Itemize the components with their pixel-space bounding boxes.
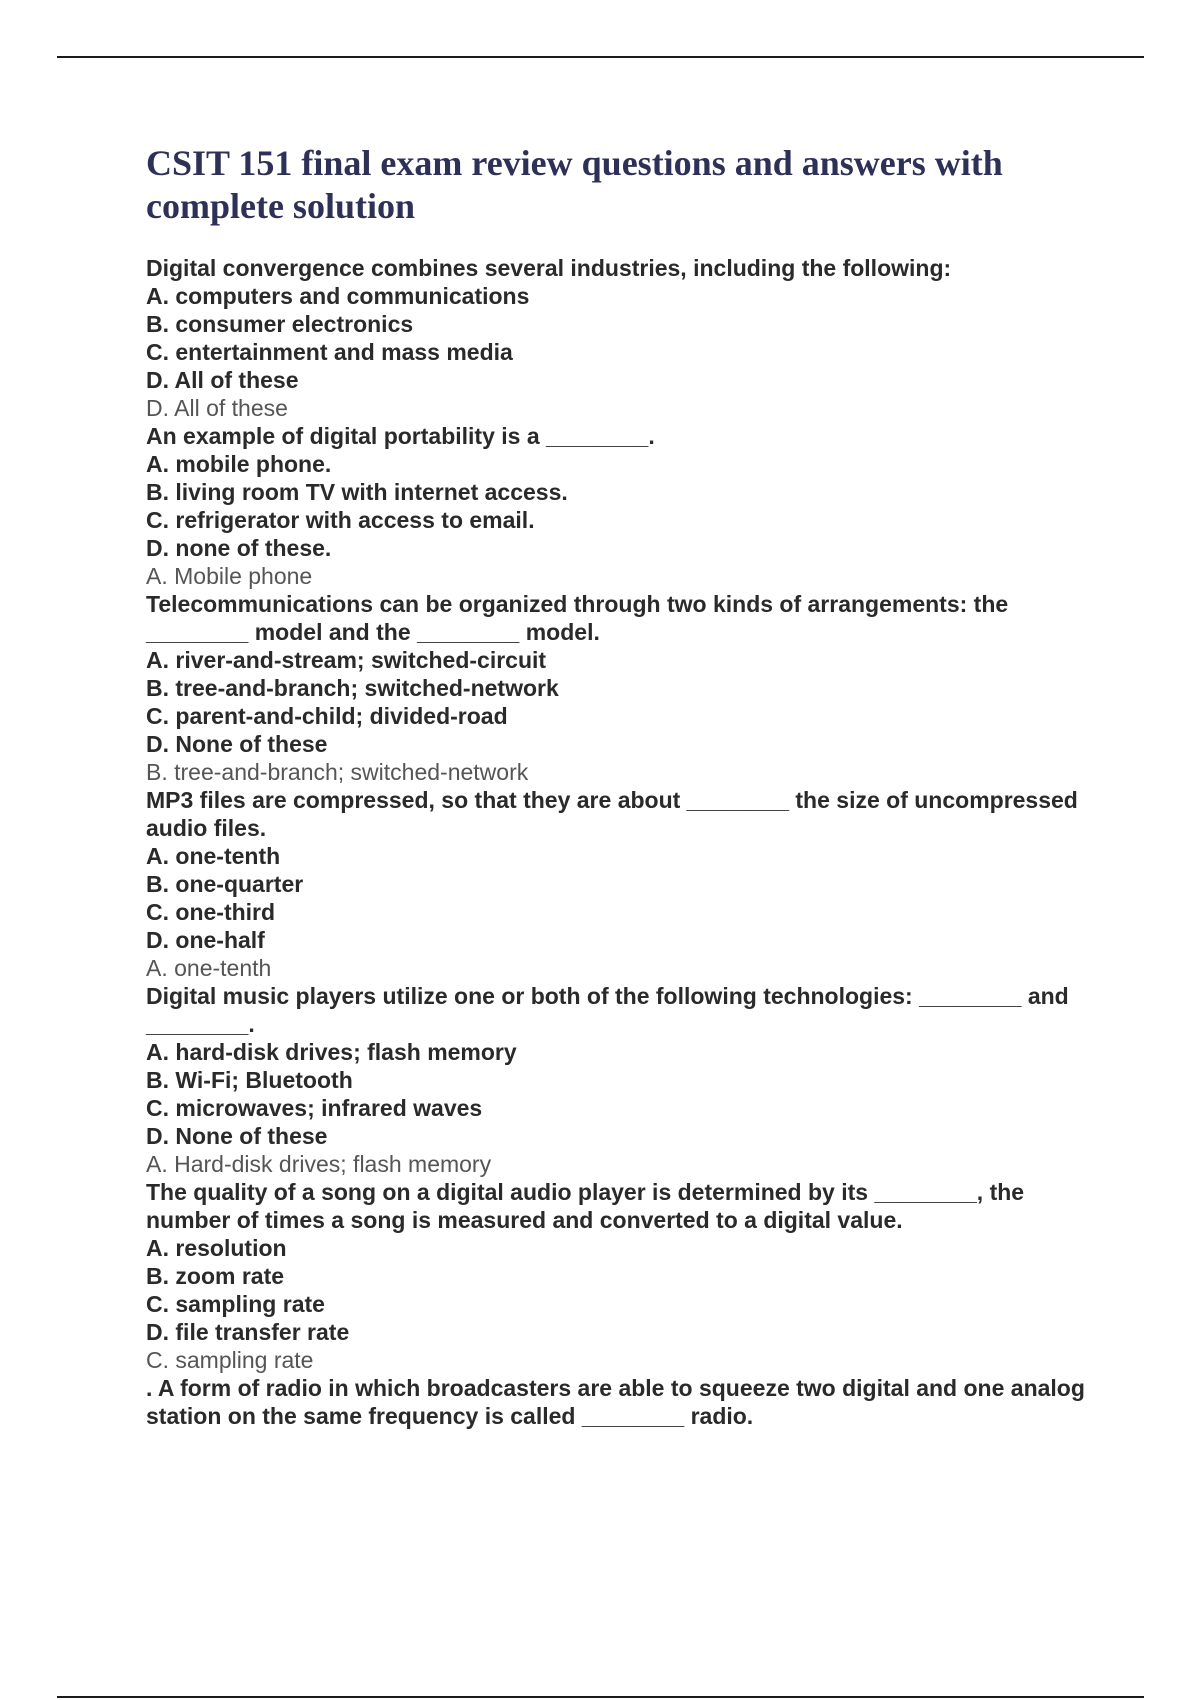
option-c: C. entertainment and mass media xyxy=(146,339,513,365)
answer-text: A. Hard-disk drives; flash memory xyxy=(146,1151,492,1177)
top-rule xyxy=(57,56,1144,58)
option-a: A. computers and communications xyxy=(146,283,530,309)
option-c: C. sampling rate xyxy=(146,1291,325,1317)
option-c: C. refrigerator with access to email. xyxy=(146,507,535,533)
answer-text: C. sampling rate xyxy=(146,1347,314,1373)
qa-item xyxy=(146,254,1106,422)
question-text: Telecommunications can be organized through two kinds of arrangements: the ________ model and the ________ model. xyxy=(146,591,1015,645)
document-title: CSIT 151 final exam review questions and answers with complete solution xyxy=(146,143,1003,226)
document-page xyxy=(146,142,1106,1430)
option-a: A. hard-disk drives; flash memory xyxy=(146,1039,517,1065)
option-d: D. None of these xyxy=(146,1123,328,1149)
question-text: Digital convergence combines several industries, including the following: xyxy=(146,255,952,281)
question-text: An example of digital portability is a ________. xyxy=(146,423,655,449)
qa-item xyxy=(146,1178,1106,1374)
question-text: . A form of radio in which broadcasters are able to squeeze two digital and one analog station on the same frequency is called ________ radio. xyxy=(146,1375,1092,1429)
option-d: D. All of these xyxy=(146,367,299,393)
bottom-rule xyxy=(57,1696,1144,1698)
option-d: D. file transfer rate xyxy=(146,1319,350,1345)
option-a: A. river-and-stream; switched-circuit xyxy=(146,647,547,673)
option-b: B. one-quarter xyxy=(146,871,304,897)
question-text: The quality of a song on a digital audio player is determined by its ________, the number of times a song is measured and converted to a digital value. xyxy=(146,1179,1031,1233)
option-d: D. None of these xyxy=(146,731,328,757)
qa-item xyxy=(146,786,1106,982)
question-text: MP3 files are compressed, so that they are about ________ the size of uncompressed audio files. xyxy=(146,787,1085,841)
option-a: A. resolution xyxy=(146,1235,287,1261)
option-c: C. parent-and-child; divided-road xyxy=(146,703,508,729)
option-c: C. microwaves; infrared waves xyxy=(146,1095,483,1121)
option-c: C. one-third xyxy=(146,899,276,925)
option-d: D. one-half xyxy=(146,927,265,953)
option-b: B. Wi-Fi; Bluetooth xyxy=(146,1067,353,1093)
qa-item xyxy=(146,590,1106,786)
answer-text: B. tree-and-branch; switched-network xyxy=(146,759,529,785)
option-a: A. one-tenth xyxy=(146,843,281,869)
option-a: A. mobile phone. xyxy=(146,451,332,477)
answer-text: D. All of these xyxy=(146,395,288,421)
option-b: B. zoom rate xyxy=(146,1263,285,1289)
question-text: Digital music players utilize one or both of the following technologies: ________ and ________. xyxy=(146,983,1076,1037)
option-b: B. consumer electronics xyxy=(146,311,414,337)
option-d: D. none of these. xyxy=(146,535,332,561)
option-b: B. tree-and-branch; switched-network xyxy=(146,675,559,701)
qa-item xyxy=(146,982,1106,1178)
qa-item xyxy=(146,422,1106,590)
answer-text: A. Mobile phone xyxy=(146,563,313,589)
option-b: B. living room TV with internet access. xyxy=(146,479,568,505)
qa-item xyxy=(146,1374,1106,1430)
answer-text: A. one-tenth xyxy=(146,955,272,981)
qa-list xyxy=(146,254,1106,1430)
